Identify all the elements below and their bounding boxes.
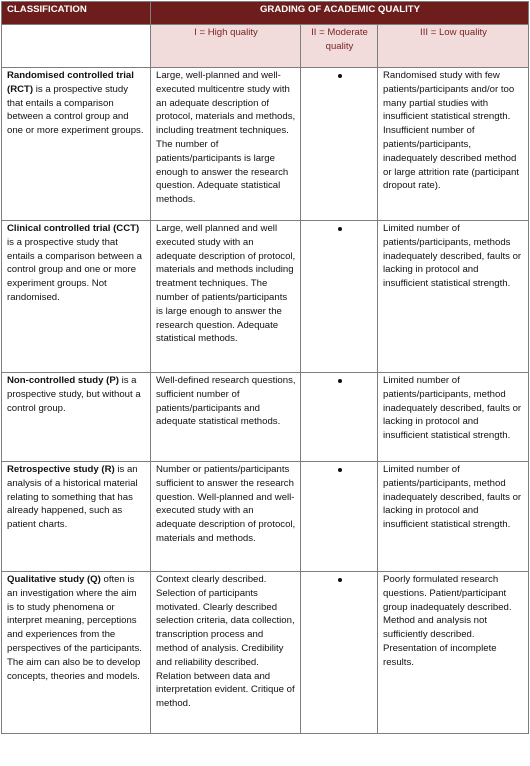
moderate-quality-cell: [301, 68, 378, 221]
high-quality-header: I = High quality: [151, 25, 301, 68]
table-row: [2, 221, 529, 373]
moderate-quality-cell: [301, 572, 378, 734]
moderate-bullet: [338, 468, 342, 472]
study-type-name: Clinical controlled trial (CCT): [7, 223, 140, 234]
study-type-name: Qualitative study (Q): [7, 574, 101, 585]
moderate-bullet: [338, 379, 342, 383]
study-type-definition: is a prospective study, but without a control group.: [7, 375, 141, 414]
low-quality-cell: Limited number of patients/participants, method inadequately described, faults or lacking in protocol and insufficient statistical strength.: [378, 462, 529, 572]
moderate-bullet: [338, 578, 342, 582]
classification-cell: [2, 221, 151, 373]
table-row: [2, 462, 529, 572]
study-type-definition: is a prospective study that entails a comparison between a control group and one or more experiment groups.: [7, 83, 144, 137]
low-quality-cell: Limited number of patients/participants, method inadequately described, faults or lacking in protocol and insufficient statistical strength.: [378, 373, 529, 462]
classification-cell: [2, 572, 151, 734]
subheader-row: [2, 25, 529, 68]
table-row: [2, 373, 529, 462]
study-type-name: Retrospective study (R): [7, 464, 115, 475]
study-type-name: Randomised controlled trial (RCT): [7, 70, 134, 95]
moderate-bullet: [338, 227, 342, 231]
high-quality-cell: Large, well planned and well executed study with an adequate description of protocol, materials and methods including treatment techniques. The number of patients/participants is large enough to answer the research question. Adequate statistical methods.: [151, 221, 301, 373]
high-quality-cell: Number or patients/participants sufficient to answer the research question. Well-planned and well-executed study with an adequate description of protocol, materials and methods.: [151, 462, 301, 572]
high-quality-cell: Large, well-planned and well-executed multicentre study with an adequate description of protocol, materials and methods, including treatment techniques. The number of patients/participants is large enough to answer the research question. Adequate statistical methods.: [151, 68, 301, 221]
low-quality-cell: Poorly formulated research questions. Patient/participant group inadequately described. Method and analysis not sufficiently described. Presentation of incomplete results.: [378, 572, 529, 734]
grading-header: GRADING OF ACADEMIC QUALITY: [151, 2, 529, 25]
low-quality-cell: Limited number of patients/participants, methods inadequately described, faults or lacking in protocol and insufficient statistical strength.: [378, 221, 529, 373]
classification-cell: [2, 68, 151, 221]
classification-header: CLASSIFICATION: [2, 2, 151, 25]
moderate-quality-cell: [301, 221, 378, 373]
classification-cell: [2, 373, 151, 462]
high-quality-cell: Well-defined research questions, sufficient number of patients/participants and adequate statistical methods.: [151, 373, 301, 462]
study-type-name: Non-controlled study (P): [7, 375, 119, 386]
moderate-quality-cell: [301, 373, 378, 462]
moderate-quality-header: II = Moderate quality: [301, 25, 378, 68]
header-row: [2, 2, 529, 25]
academic-quality-grading-table: [1, 1, 529, 734]
classification-cell: [2, 462, 151, 572]
low-quality-header: III = Low quality: [378, 25, 529, 68]
study-type-definition: is an analysis of a historical material relating to something that has already happened, such as patient charts.: [7, 464, 138, 531]
moderate-quality-cell: [301, 462, 378, 572]
subheader-blank-cell: [2, 25, 151, 68]
high-quality-cell: Context clearly described. Selection of participants motivated. Clearly described selection criteria, data collection, transcription process and method of analysis. Credibility and reliability described. Relation between data and interpretation evident. Critique of method.: [151, 572, 301, 734]
moderate-bullet: [338, 74, 342, 78]
low-quality-cell: Randomised study with few patients/participants and/or too many partial studies with insufficient statistical strength. Insufficient number of patients/participants, inadequately described method or large attrition rate (participant dropout rate).: [378, 68, 529, 221]
study-type-definition: often is an investigation where the aim is to study phenomena or interpret meaning, perceptions and experiences from the perspectives of the participants. The aim can also be to develop concepts, theories and models.: [7, 574, 142, 682]
study-type-definition: is a prospective study that entails a comparison between a control group and one or more experiment groups. Not randomised.: [7, 236, 142, 303]
table-row: [2, 572, 529, 734]
table-row: [2, 68, 529, 221]
